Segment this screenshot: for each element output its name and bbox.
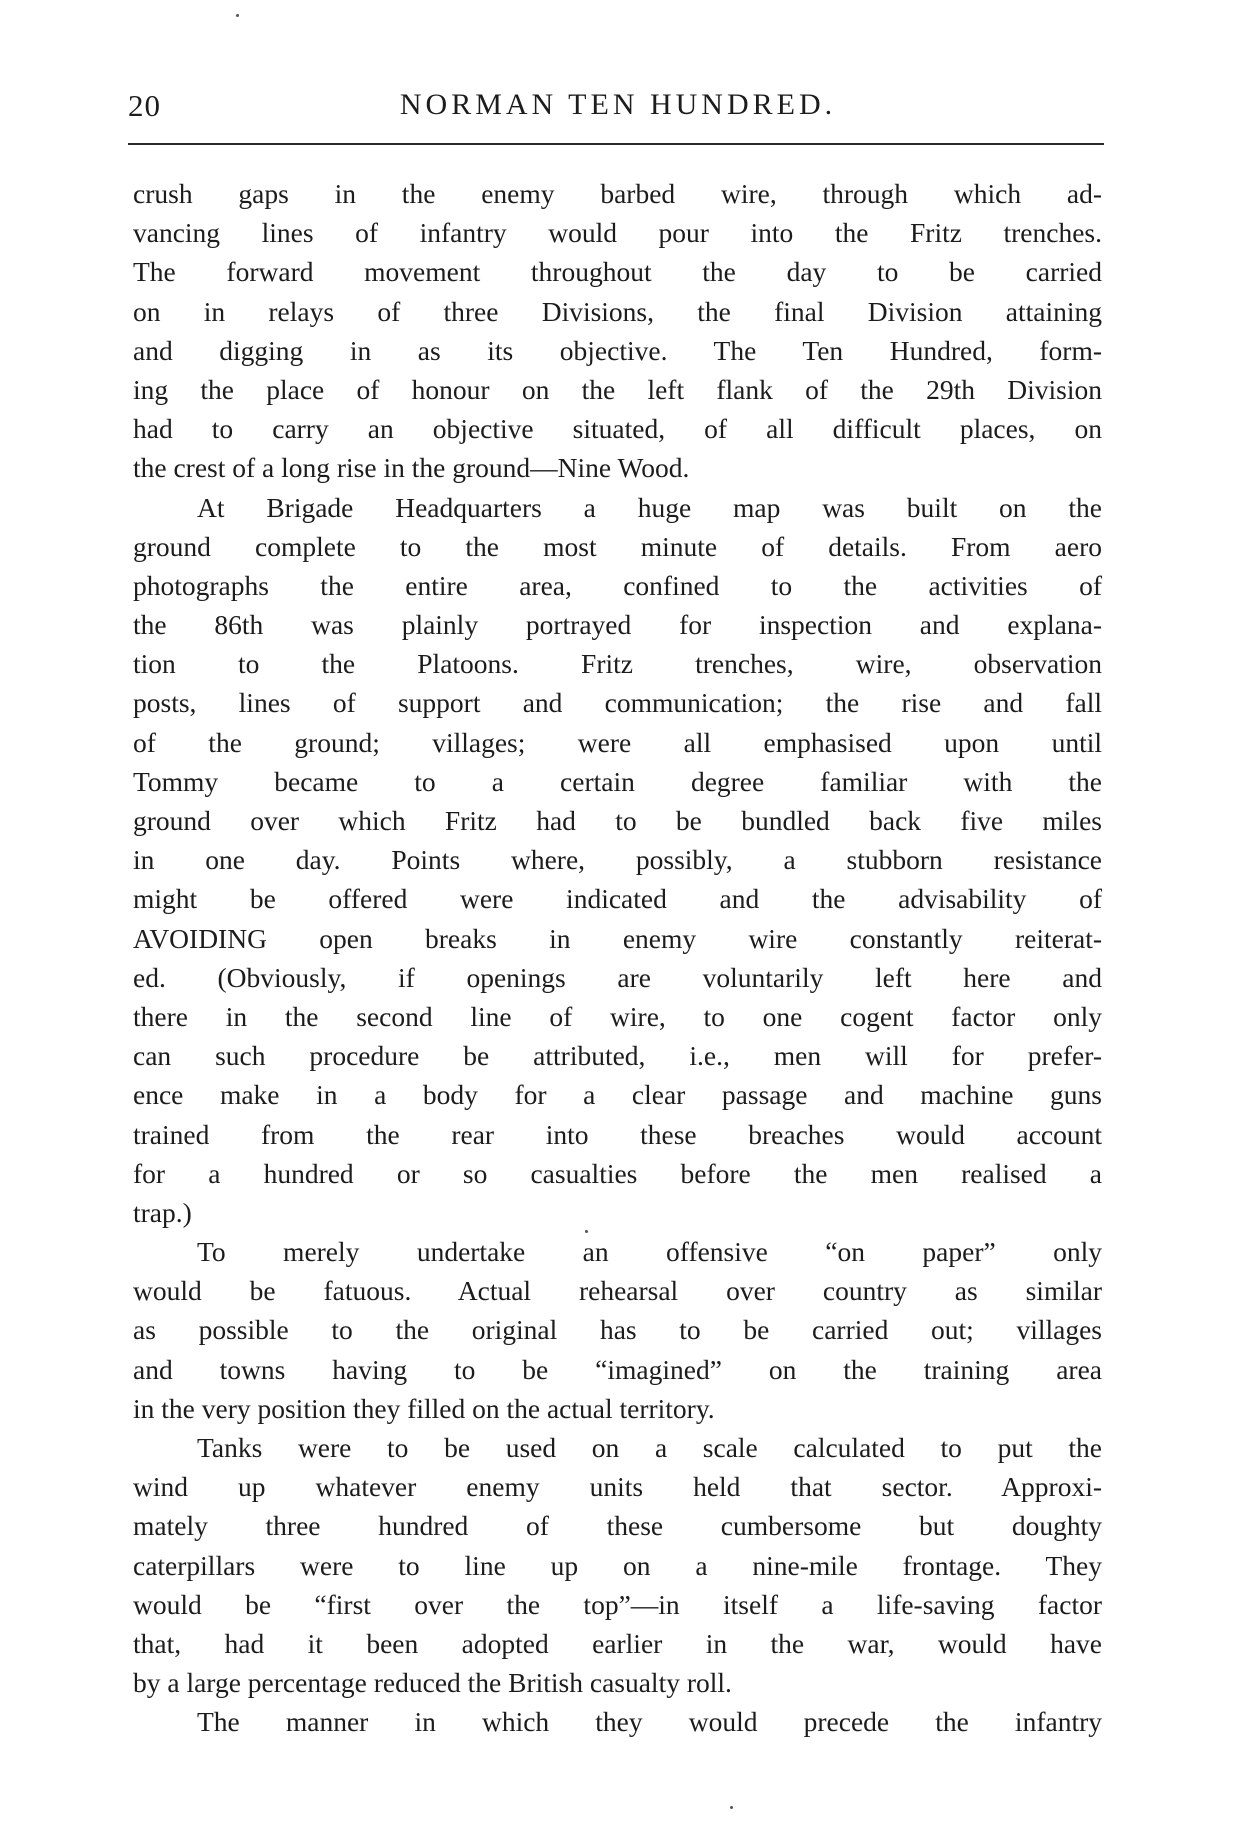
text-line: ed. (Obviously, if openings are voluntarily left here and	[133, 961, 1102, 993]
text-line: ground over which Fritz had to be bundled back five miles	[133, 805, 1102, 836]
text-line: as possible to the original has to be carried out; villages	[133, 1314, 1102, 1346]
print-speck	[585, 1230, 588, 1233]
text-line: photographs the entire area, confined to the activities of	[133, 569, 1102, 601]
text-line: in the very position they filled on the actual territory.	[133, 1392, 715, 1424]
text-line: wind up whatever enemy units held that sector. Approxi-	[133, 1471, 1102, 1503]
text-line: Tanks were to be used on a scale calculated to put the	[197, 1432, 1102, 1463]
text-line: that, had it been adopted earlier in the war, would have	[133, 1627, 1102, 1659]
paragraph	[133, 488, 1102, 1233]
text-line: ground complete to the most minute of details. From aero	[133, 530, 1102, 562]
paragraph	[133, 1232, 1102, 1428]
text-line: vancing lines of infantry would pour into the Fritz trenches.	[133, 217, 1102, 249]
header-rule	[128, 143, 1104, 145]
text-line: the crest of a long rise in the ground—Nine Wood.	[133, 452, 690, 484]
text-line: AVOIDING open breaks in enemy wire constantly reiterat-	[133, 922, 1102, 954]
text-line: might be offered were indicated and the advisability of	[133, 883, 1102, 915]
text-line: for a hundred or so casualties before the men realised a	[133, 1157, 1102, 1189]
page-header	[128, 88, 1108, 128]
text-line: To merely undertake an offensive “on paper” only	[197, 1236, 1102, 1268]
text-line: The forward movement throughout the day to be carried	[133, 256, 1102, 288]
text-line: in one day. Points where, possibly, a stubborn resistance	[133, 844, 1102, 876]
text-line: the 86th was plainly portrayed for inspection and explana-	[133, 609, 1102, 641]
text-line: would be fatuous. Actual rehearsal over country as similar	[133, 1275, 1102, 1307]
text-line: had to carry an objective situated, of all difficult places, on	[133, 413, 1102, 445]
text-line: trap.)	[133, 1196, 192, 1228]
text-line: crush gaps in the enemy barbed wire, through which ad-	[133, 178, 1102, 209]
print-speck	[730, 1806, 733, 1809]
text-line: ing the place of honour on the left flank of the 29th Division	[133, 373, 1102, 405]
text-line: caterpillars were to line up on a nine-mile frontage. They	[133, 1549, 1102, 1581]
paragraph	[133, 1428, 1102, 1702]
text-line: At Brigade Headquarters a huge map was built on the	[197, 491, 1102, 523]
text-line: and digging in as its objective. The Ten Hundred, form-	[133, 334, 1102, 366]
text-line: trained from the rear into these breaches would account	[133, 1118, 1102, 1150]
text-line: The manner in which they would precede the infantry	[197, 1706, 1102, 1738]
text-line: on in relays of three Divisions, the final Division attaining	[133, 295, 1102, 327]
page-number: 20	[128, 88, 161, 123]
running-head: NORMAN TEN HUNDRED.	[399, 88, 837, 121]
paragraph	[133, 1702, 1102, 1741]
text-line: posts, lines of support and communication; the rise and fall	[133, 687, 1102, 719]
text-line: by a large percentage reduced the British casualty roll.	[133, 1667, 732, 1699]
text-line: Tommy became to a certain degree familiar with the	[133, 765, 1102, 797]
paragraph	[133, 174, 1102, 488]
text-line: would be “first over the top”—in itself a life-saving factor	[133, 1588, 1102, 1620]
text-line: and towns having to be “imagined” on the training area	[133, 1353, 1102, 1385]
body-text	[133, 174, 1102, 1742]
print-speck	[236, 14, 239, 17]
text-line: can such procedure be attributed, i.e., men will for prefer-	[133, 1040, 1102, 1072]
text-line: of the ground; villages; were all emphasised upon until	[133, 726, 1102, 758]
text-line: tion to the Platoons. Fritz trenches, wire, observation	[133, 648, 1102, 680]
text-line: there in the second line of wire, to one cogent factor only	[133, 1000, 1102, 1032]
text-line: mately three hundred of these cumbersome but doughty	[133, 1510, 1102, 1542]
text-line: ence make in a body for a clear passage and machine guns	[133, 1079, 1102, 1111]
